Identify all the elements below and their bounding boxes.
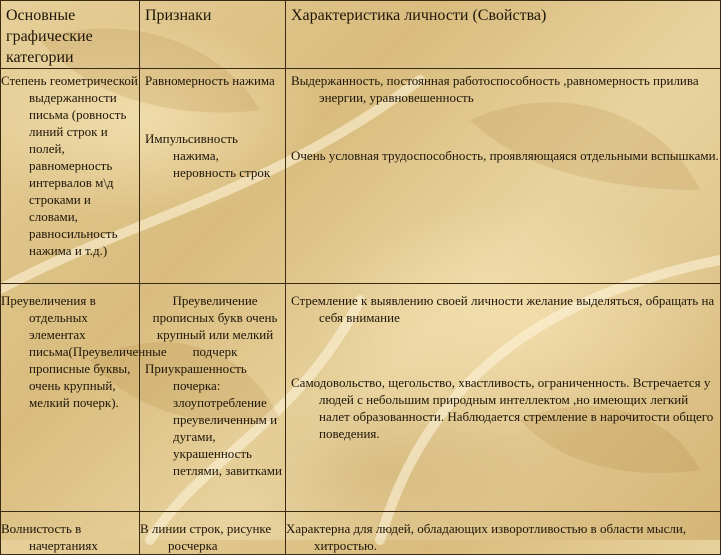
traits-cell — [286, 284, 721, 512]
table-row — [1, 284, 721, 512]
sign-text: Приукрашенность почерка: злоупотребление преувеличенным и дугами, украшенность петлями, завитками — [145, 361, 282, 478]
category-cell: Волнистость в начертаниях — [1, 512, 140, 555]
table-row — [1, 69, 721, 284]
signs-cell — [140, 284, 286, 512]
table-row — [1, 512, 721, 555]
sign-text: Преувеличение прописных букв очень крупный или мелкий подчерк — [152, 293, 278, 359]
table-header-row — [1, 1, 721, 69]
sign-text: Равномерность нажима — [145, 73, 275, 88]
trait-text: Выдержанность, постоянная работоспособность ,равномерность прилива энергии, уравновешенность — [291, 73, 699, 105]
trait-text: Очень условная трудоспособность, проявляющаяся отдельными вспышками. — [291, 148, 719, 163]
sign-text: Импульсивность нажима, неровность строк — [145, 131, 271, 180]
trait-text: Самодовольство, щегольство, хвастливость, ограниченность. Встречается у людей с небольшим природным интеллектом ,но имеющих легкий налет образованности. Наблюдается стремление в нарочитости общего поведения. — [291, 375, 714, 441]
header-signs: Признаки — [140, 1, 286, 69]
signs-cell: В линии строк, рисунке росчерка — [140, 512, 286, 555]
traits-cell: Характерна для людей, обладающих изворотливостью в области мысли, хитростью. — [286, 512, 721, 555]
category-cell: Степень геометрической выдержанности письма (ровность линий строк и полей, равномерность интервалов м\д строками и словами, равносильность нажима и т.д.) — [1, 69, 140, 284]
header-categories: Основные графические категории — [1, 1, 140, 69]
signs-cell — [140, 69, 286, 284]
trait-text: Стремление к выявлению своей личности желание выделяться, обращать на себя внимание — [291, 293, 715, 325]
header-traits: Характеристика личности (Свойства) — [286, 1, 721, 69]
traits-cell — [286, 69, 721, 284]
category-cell: Преувеличения в отдельных элементах письма(Преувеличенные прописные буквы, очень крупный, мелкий почерк). — [1, 284, 140, 512]
